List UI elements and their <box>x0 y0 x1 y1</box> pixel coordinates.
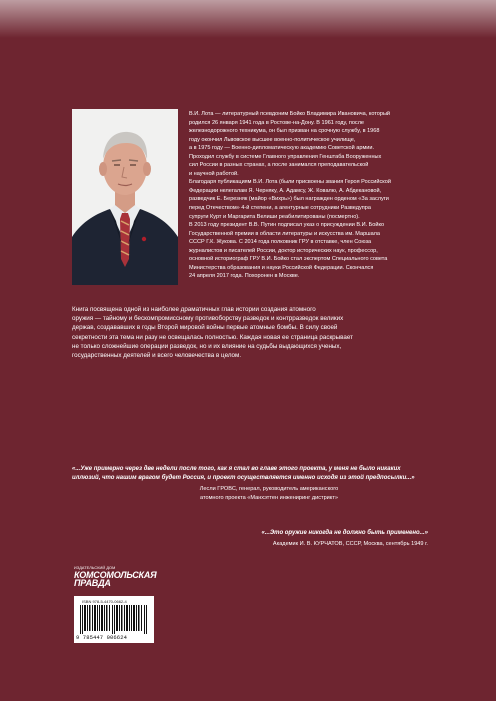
quote-attribution <box>164 485 432 503</box>
quote-groves <box>72 465 432 503</box>
bio-line: СССР Г.К. Жукова. С 2014 года полковник ГРУ в отставке, член Союза <box>189 239 372 246</box>
barcode-digits: 9 785447 006624 <box>76 634 128 641</box>
isbn-barcode <box>74 596 154 643</box>
publisher-logo <box>74 566 157 588</box>
quote-line: «...Уже примерно через две недели после того, как я стал во главе этого проекта, у меня не было никаких <box>72 466 401 472</box>
quote-text <box>72 465 432 483</box>
bio-line: а в 1975 году — Военно-дипломатическую академию Советской армии. <box>189 145 374 152</box>
bio-line: Проходил службу в системе Главного управления Генштаба Вооруженных <box>189 153 382 160</box>
publisher-name-line2: ПРАВДА <box>74 578 111 588</box>
quote-attribution: Академик И. В. КУРЧАТОВ, СССР, Москва, сентябрь 1949 г. <box>272 541 428 548</box>
bio-line: Благодаря публикациям В.И. Лота (были присвоены звания Героя Российской <box>189 179 391 186</box>
attribution-line: Лесли ГРОВС, генерал, руководитель американского <box>199 486 339 493</box>
bio-line: супруги Курт и Маргарита Велиши реабилитированы (посмертно). <box>189 213 360 220</box>
bio-line: железнодорожного техникума, он был призван на срочную службу, в 1968 <box>189 128 380 135</box>
description-line: не только сложнейшие операции разведок, но и их влияние на судьбы выдающихся ученых, <box>72 342 342 350</box>
bio-line: Государственной премии в области литературы и искусства им. Маршала <box>189 230 381 237</box>
bio-line: перед Отечеством» 4-й степени, а агентурные сотрудники Разведупра <box>189 205 371 212</box>
bio-line: разведчик Е. Березняк (майор «Вихрь») был награжден орденом «За заслуги <box>189 196 389 203</box>
book-description <box>72 305 432 360</box>
description-line: Книга посвящена одной из наиболее драматичных глав истории создания атомного <box>72 306 316 313</box>
publisher-name-line1: КОМСОМОЛЬСКАЯ <box>74 570 157 580</box>
bio-line: году окончил Львовское высшее военно-политическое училище, <box>189 136 356 143</box>
bio-line: родился 26 января 1941 года в Ростове-на-Дону. В 1961 году, после <box>189 119 365 126</box>
bio-line: 24 апреля 2017 года. Похоронен в Москве. <box>189 273 300 280</box>
barcode-icon <box>80 605 148 634</box>
bio-line: В.И. Лота — литературный псевдоним Бойко Владимира Ивановича, который <box>189 111 391 117</box>
attribution-line: атомного проекта «Манхэттен инжениринг дистрикт» <box>199 495 338 502</box>
bio-line: Федерации нелегалам Я. Черняку, А. Адамсу, Ж. Ковалю, А. Абдекановой, <box>189 187 382 194</box>
description-line: государственных деятелей и всего человечества в целом. <box>72 352 242 360</box>
author-photo <box>72 109 178 285</box>
quote-kurchatov <box>72 529 432 549</box>
bio-line: и научной работой. <box>189 170 239 177</box>
quote-line: иллюзий, что нашим врагом будет Россия, и проект осуществляется именно исходя из этой предпосылки...» <box>72 475 415 482</box>
bio-line: журналистов и писателей России, доктор исторических наук, профессор, <box>189 247 378 254</box>
author-bio <box>189 110 439 281</box>
description-line: оружия — тайному и бескомпромиссному противоборству разведок и контрразведок великих <box>72 315 344 323</box>
bio-line: В 2013 году президент В.В. Путин подписал указ о присуждении В.И. Бойко <box>189 222 385 229</box>
isbn-number: ISBN 978-5-4470-0662-4 <box>82 599 127 604</box>
bio-line: основной историограф ГРУ В.И. Бойко стал экспертом Специального совета <box>189 256 388 263</box>
quote-text: «...Это оружие никогда не должно быть применено...» <box>261 530 428 536</box>
bio-line: Министерства образования и науки Российской Федерации. Скончался <box>189 264 374 271</box>
publisher-house-label: ИЗДАТЕЛЬСКИЙ ДОМ <box>74 566 116 570</box>
description-line: держав, создававших в годы Второй мировой войны первые атомные бомбы. В силу своей <box>72 324 338 332</box>
author-portrait-image <box>72 109 178 285</box>
description-line: секретности эта тема ни разу не освещалась полностью. Каждая новая ее страница раскрывает <box>72 333 354 341</box>
bio-line: сил России в разных странах, а после занимался преподавательской <box>189 162 369 169</box>
